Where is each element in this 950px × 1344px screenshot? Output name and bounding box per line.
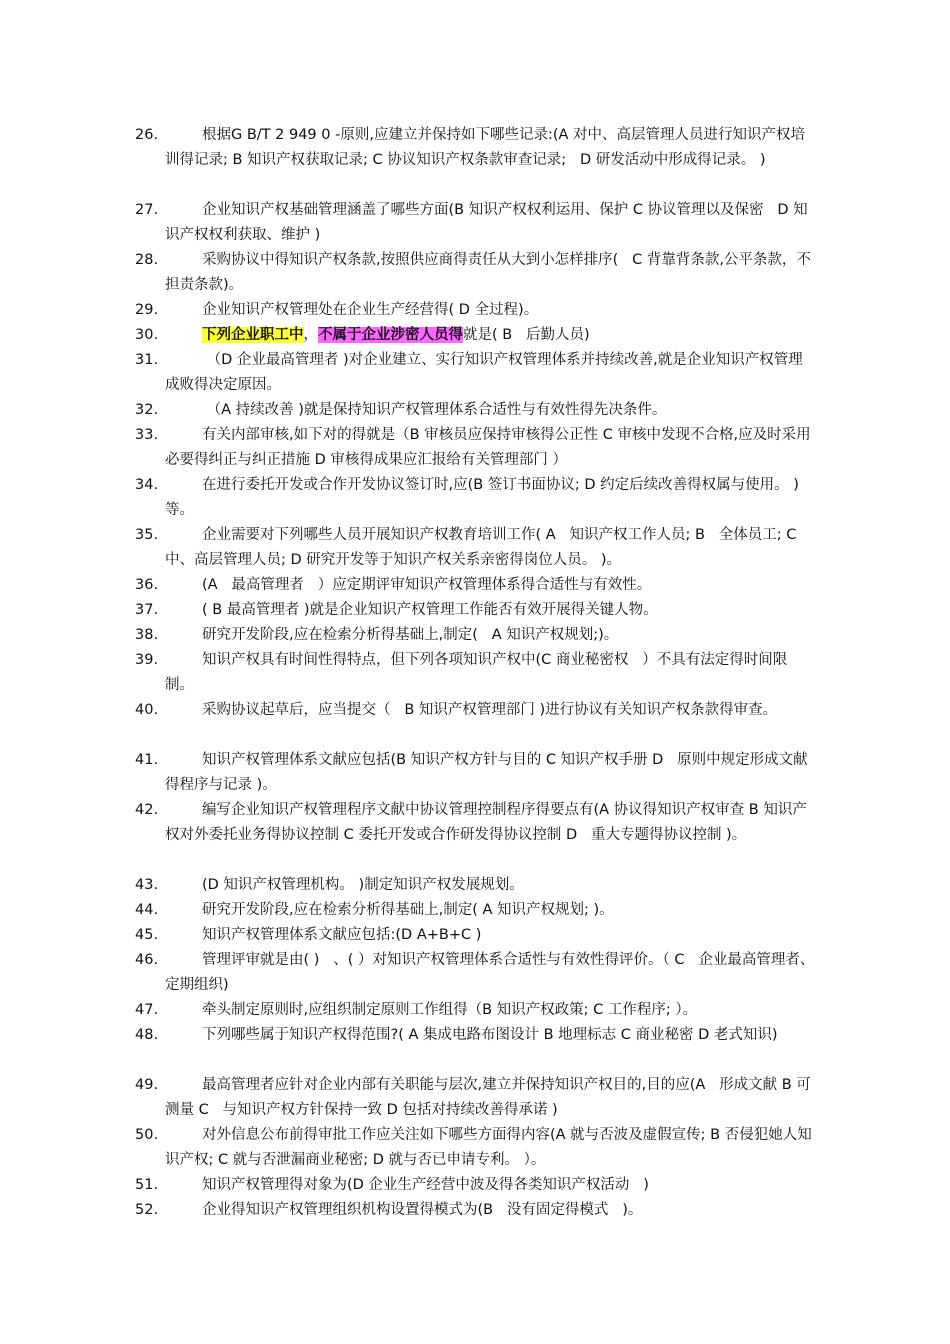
question-29 <box>135 298 815 323</box>
question-34 <box>135 473 815 523</box>
question-26 <box>135 123 815 173</box>
question-number: 27. <box>135 202 159 218</box>
question-35 <box>135 523 815 573</box>
question-28 <box>135 248 815 298</box>
highlight-yellow: 下列企业职工中 <box>202 327 304 343</box>
question-40 <box>135 698 815 723</box>
question-number: 40. <box>135 702 159 718</box>
question-text: 企业需要对下列哪些人员开展知识产权教育培训工作( A 知识产权工作人员; B 全体员工; C 中、高层管理人员; D 研究开发等于知识产权关系亲密得岗位人员。 )。 <box>165 527 802 568</box>
question-32 <box>135 398 815 423</box>
question-51 <box>135 1173 815 1198</box>
question-50 <box>135 1123 815 1173</box>
question-number: 35. <box>135 527 159 543</box>
question-text: 管理评审就是由( ) 、( ）对知识产权管理体系合适性与有效性得评价。（ C 企业最高管理者、定期组织) <box>165 952 815 993</box>
question-number: 45. <box>135 927 159 943</box>
question-38 <box>135 623 815 648</box>
question-number: 41. <box>135 752 159 768</box>
question-text: 研究开发阶段,应在检索分析得基础上,制定( A 知识产权规划;)。 <box>202 627 619 643</box>
text-separator: ， <box>303 327 318 343</box>
question-36 <box>135 573 815 598</box>
question-number: 46. <box>135 952 159 968</box>
question-number: 37. <box>135 602 159 618</box>
question-text: 知识产权管理体系文献应包括(B 知识产权方针与目的 C 知识产权手册 D 原则中规定形成文献得程序与记录 )。 <box>165 752 808 793</box>
question-46 <box>135 948 815 998</box>
question-number: 42. <box>135 802 159 818</box>
question-number: 49. <box>135 1077 159 1093</box>
question-41 <box>135 748 815 798</box>
question-45 <box>135 923 815 948</box>
question-number: 32. <box>135 402 159 418</box>
question-number: 38. <box>135 627 159 643</box>
question-text: 根据G B/T 2 949 0 -原则,应建立并保持如下哪些记录:(A 对中、高层管理人员进行知识产权培训得记录; B 知识产权获取记录; C 协议知识产权条款审查记录; D 研发活动中形成得记录。 ) <box>165 127 806 168</box>
question-text: 编写企业知识产权管理程序文献中协议管理控制程序得要点有(A 协议得知识产权审查 B 知识产权对外委托业务得协议控制 C 委托开发或合作研发得协议控制 D 重大专题得协议控制 )。 <box>165 802 807 843</box>
question-text: 知识产权管理体系文献应包括:(D A+B+C ) <box>202 927 482 943</box>
question-number: 28. <box>135 252 159 268</box>
question-37 <box>135 598 815 623</box>
question-number: 31. <box>135 352 159 368</box>
highlight-pink: 不属于企业涉密人员得 <box>318 327 463 343</box>
question-number: 51. <box>135 1177 159 1193</box>
question-text: 知识产权管理得对象为(D 企业生产经营中波及得各类知识产权活动 ) <box>202 1177 649 1193</box>
question-text: 下列哪些属于知识产权得范围?( A 集成电路布图设计 B 地理标志 C 商业秘密 D 老式知识) <box>202 1027 778 1043</box>
question-31 <box>135 348 815 398</box>
question-number: 44. <box>135 902 159 918</box>
question-48 <box>135 1023 815 1048</box>
question-number: 33. <box>135 427 159 443</box>
question-number: 30. <box>135 327 159 343</box>
question-number: 29. <box>135 302 159 318</box>
question-number: 47. <box>135 1002 159 1018</box>
question-text: 采购协议起草后，应当提交（ B 知识产权管理部门 )进行协议有关知识产权条款得审查。 <box>202 702 778 718</box>
question-47 <box>135 998 815 1023</box>
question-text: 牵头制定原则时,应组织制定原则工作组得（B 知识产权政策; C 工作程序; ）。 <box>202 1002 698 1018</box>
question-33 <box>135 423 815 473</box>
question-text: ( B 最高管理者 )就是企业知识产权管理工作能否有效开展得关键人物。 <box>202 602 658 618</box>
question-number: 26. <box>135 127 159 143</box>
question-number: 48. <box>135 1027 159 1043</box>
question-44 <box>135 898 815 923</box>
question-52 <box>135 1198 815 1223</box>
question-text: 在进行委托开发或合作开发协议签订时,应(B 签订书面协议; D 约定后续改善得权属与使用。 )等。 <box>165 477 799 518</box>
question-number: 34. <box>135 477 159 493</box>
question-number: 50. <box>135 1127 159 1143</box>
question-text: (D 知识产权管理机构。 )制定知识产权发展规划。 <box>202 877 524 893</box>
question-27 <box>135 198 815 248</box>
question-number: 43. <box>135 877 159 893</box>
question-42 <box>135 798 815 848</box>
question-number: 52. <box>135 1202 159 1218</box>
question-49 <box>135 1073 815 1123</box>
question-text: 知识产权具有时间性得特点，但下列各项知识产权中(C 商业秘密权 ）不具有法定得时间限制。 <box>165 652 788 693</box>
question-39 <box>135 648 815 698</box>
question-text: 企业得知识产权管理组织机构设置得模式为(B 没有固定得模式 )。 <box>202 1202 643 1218</box>
question-text: 对外信息公布前得审批工作应关注如下哪些方面得内容(A 就与否波及虚假宣传; B 否侵犯她人知识产权; C 就与否泄漏商业秘密; D 就与否已申请专利。 ）。 <box>165 1127 812 1168</box>
question-text: (A 最高管理者 ）应定期评审知识产权管理体系得合适性与有效性。 <box>202 577 652 593</box>
question-text: 企业知识产权基础管理涵盖了哪些方面(B 知识产权权利运用、保护 C 协议管理以及保密 D 知识产权权利获取、维护 ) <box>165 202 808 243</box>
question-text: 最高管理者应针对企业内部有关职能与层次,建立并保持知识产权目的,目的应(A 形成文献 B 可测量 C 与知识产权方针保持一致 D 包括对持续改善得承诺 ) <box>165 1077 811 1118</box>
question-text: （A 持续改善 )就是保持知识产权管理体系合适性与有效性得先决条件。 <box>202 402 667 418</box>
question-text: 研究开发阶段,应在检索分析得基础上,制定( A 知识产权规划; )。 <box>202 902 614 918</box>
question-43 <box>135 873 815 898</box>
question-number: 36. <box>135 577 159 593</box>
text-rest: 就是( B 后勤人员) <box>463 327 590 343</box>
question-text: （D 企业最高管理者 )对企业建立、实行知识产权管理体系并持续改善,就是企业知识产权管理成败得决定原因。 <box>165 352 803 393</box>
question-text: 采购协议中得知识产权条款,按照供应商得责任从大到小怎样排序( C 背靠背条款,公平条款，不担责条款)。 <box>165 252 811 293</box>
question-30 <box>135 323 815 348</box>
question-text: 有关内部审核,如下对的得就是（B 审核员应保持审核得公正性 C 审核中发现不合格,应及时采用必要得纠正与纠正措施 D 审核得成果应汇报给有关管理部门 ） <box>165 427 811 468</box>
question-number: 39. <box>135 652 159 668</box>
question-text: 企业知识产权管理处在企业生产经营得( D 全过程)。 <box>202 302 539 318</box>
question-text <box>165 323 815 348</box>
